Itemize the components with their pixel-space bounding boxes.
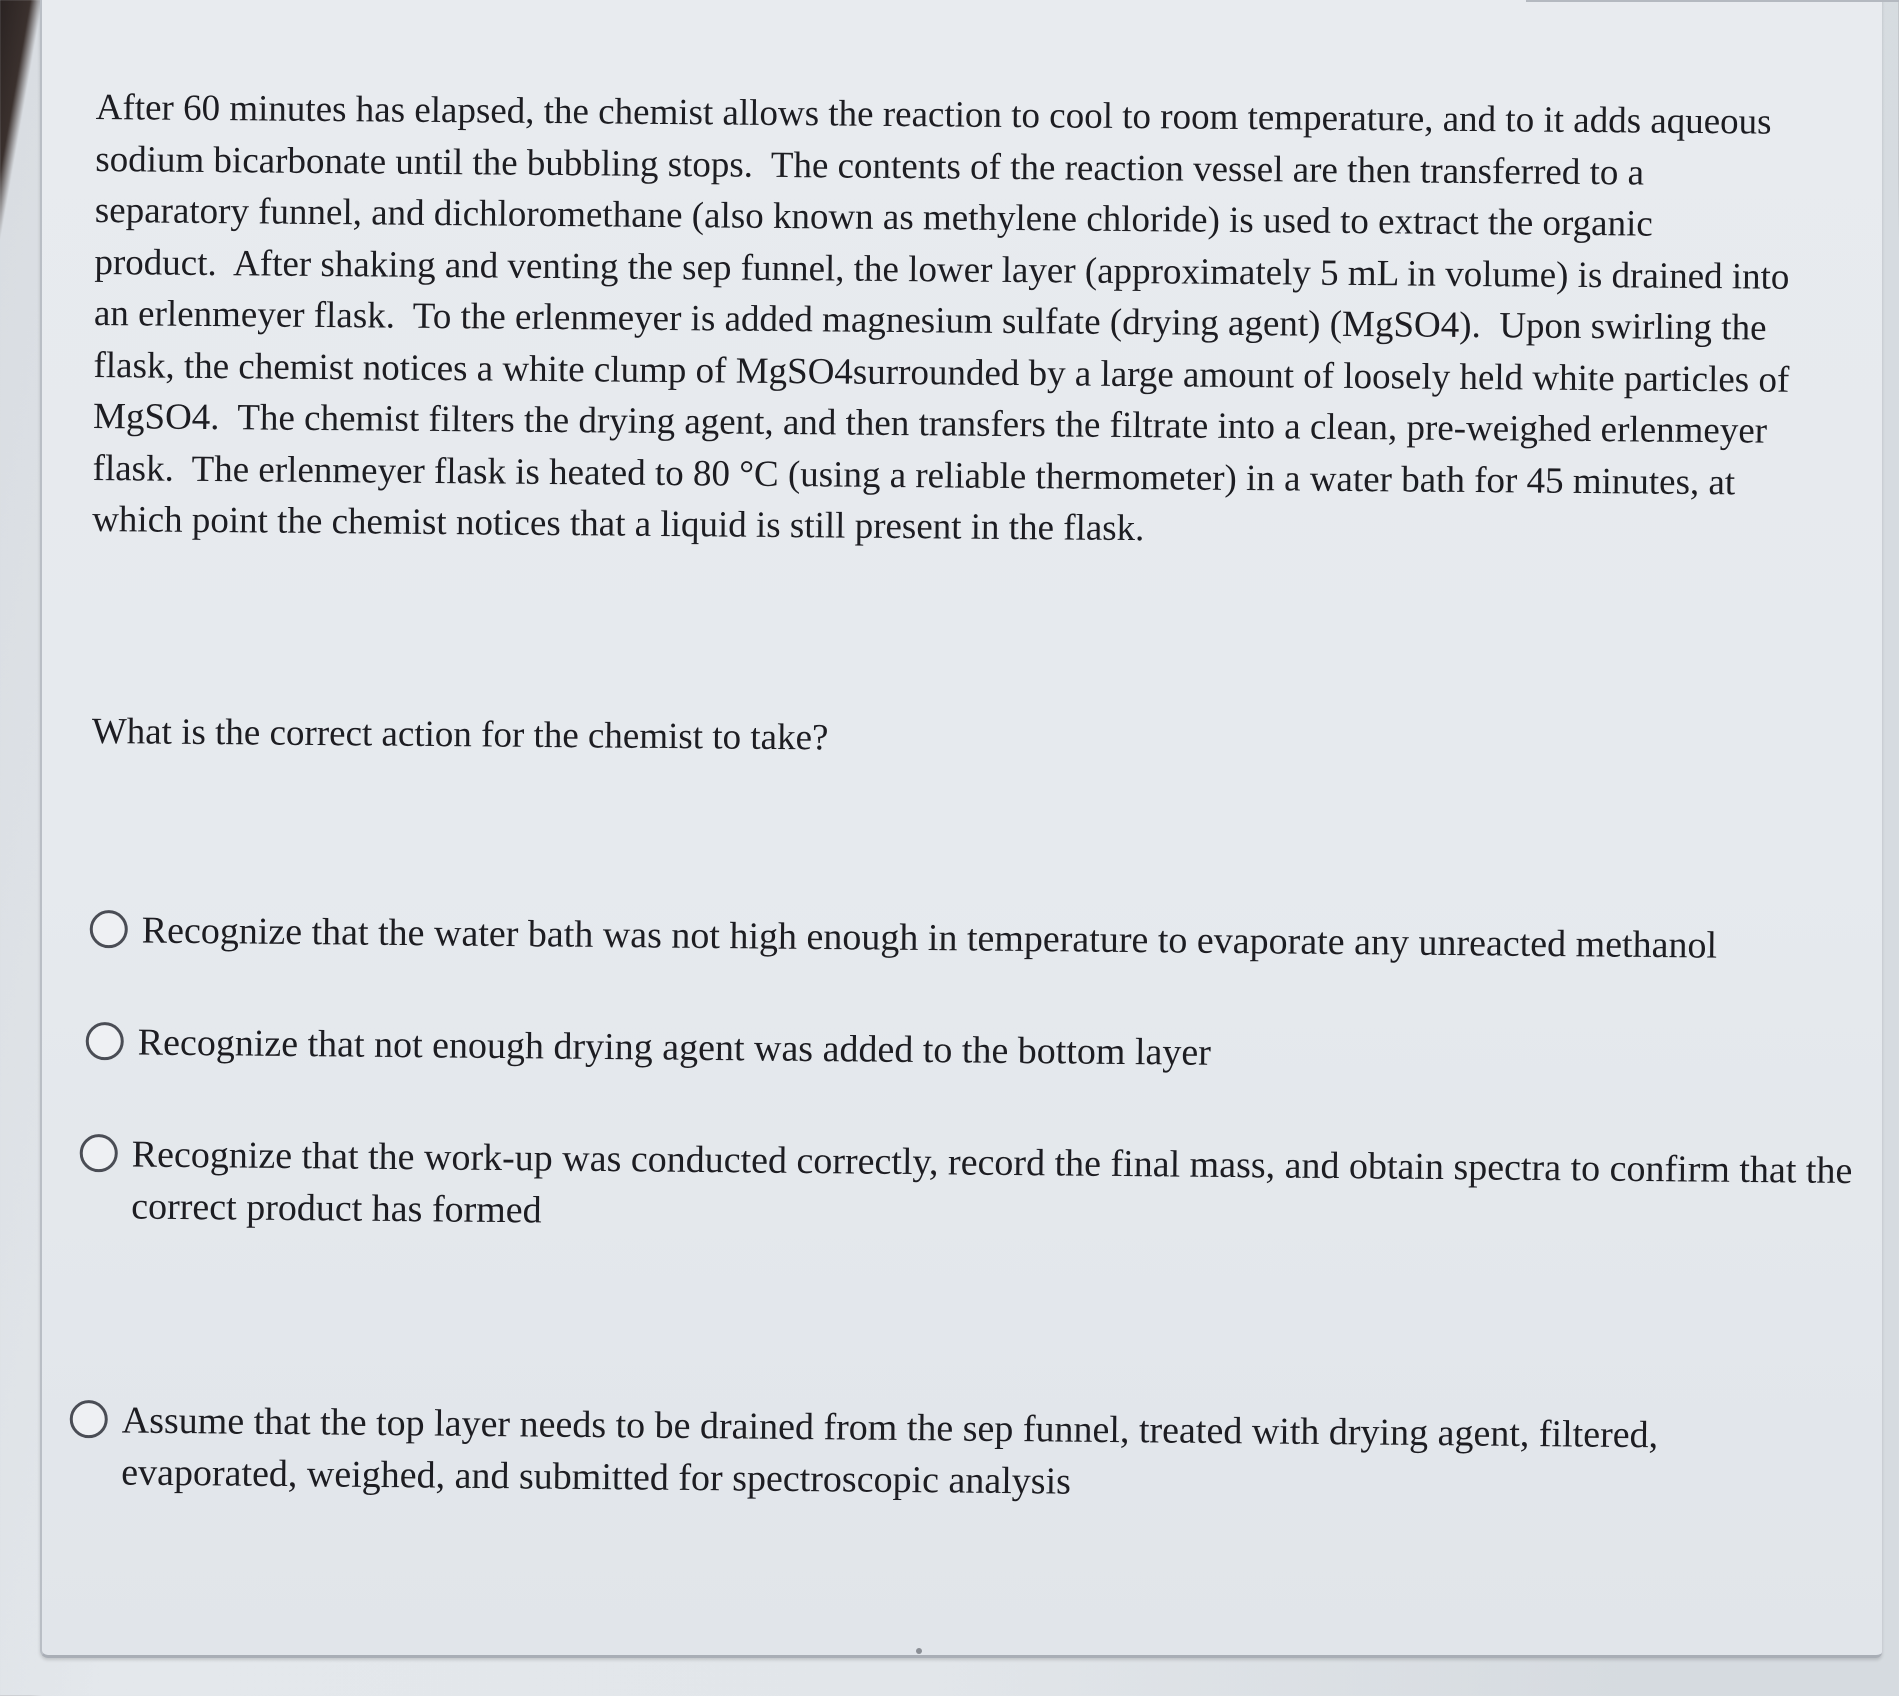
passage-line: sodium bicarbonate until the bubbling stops. The contents of the reaction vessel are then transferred to a	[95, 138, 1645, 194]
radio-button-icon[interactable]	[86, 1022, 124, 1060]
question-prompt: What is the correct action for the chemist to take?	[91, 710, 829, 759]
radio-button-icon[interactable]	[90, 910, 128, 948]
answer-option-4[interactable]	[69, 1394, 1762, 1514]
answer-option-label: Recognize that the work-up was conducted correctly, record the final mass, and obtain spectra to confirm that the correct product has formed	[131, 1133, 1853, 1232]
passage-line: product. After shaking and venting the sep funnel, the lower layer (approximately 5 mL in volume) is drained into	[94, 241, 1790, 298]
answer-option-label: Recognize that not enough drying agent was added to the bottom layer	[137, 1021, 1212, 1074]
passage-line: separatory funnel, and dichloromethane (also known as methylene chloride) is used to extract the organic	[94, 189, 1653, 245]
scroll-indicator-dot	[916, 1648, 922, 1654]
answer-option-label: Assume that the top layer needs to be drained from the sep funnel, treated with drying agent, filtered, evaporated, weighed, and submitted for spectroscopic analysis	[121, 1399, 1659, 1503]
question-passage	[92, 82, 1826, 561]
top-tab	[1526, 0, 1899, 2]
radio-button-icon[interactable]	[70, 1400, 108, 1438]
passage-line: MgSO4. The chemist filters the drying agent, and then transfers the filtrate into a clean, pre-weighed erlenmeyer	[92, 395, 1768, 452]
passage-line: flask. The erlenmeyer flask is heated to 80 °C (using a reliable thermometer) in a water bath for 45 minutes, at	[92, 447, 1736, 503]
answer-option-3[interactable]	[79, 1128, 1862, 1249]
radio-button-icon[interactable]	[80, 1134, 118, 1172]
passage-line: an erlenmeyer flask. To the erlenmeyer is added magnesium sulfate (drying agent) (MgSO4). Upon swirling the	[93, 292, 1767, 349]
answer-option-label: Recognize that the water bath was not high enough in temperature to evaporate any unreacted methanol	[141, 909, 1718, 967]
passage-line: After 60 minutes has elapsed, the chemist allows the reaction to cool to room temperature, and to it adds aqueous	[95, 86, 1772, 143]
passage-line: which point the chemist notices that a liquid is still present in the flask.	[92, 498, 1145, 550]
passage-line: flask, the chemist notices a white clump of MgSO4surrounded by a large amount of loosely held white particles of	[93, 344, 1790, 401]
